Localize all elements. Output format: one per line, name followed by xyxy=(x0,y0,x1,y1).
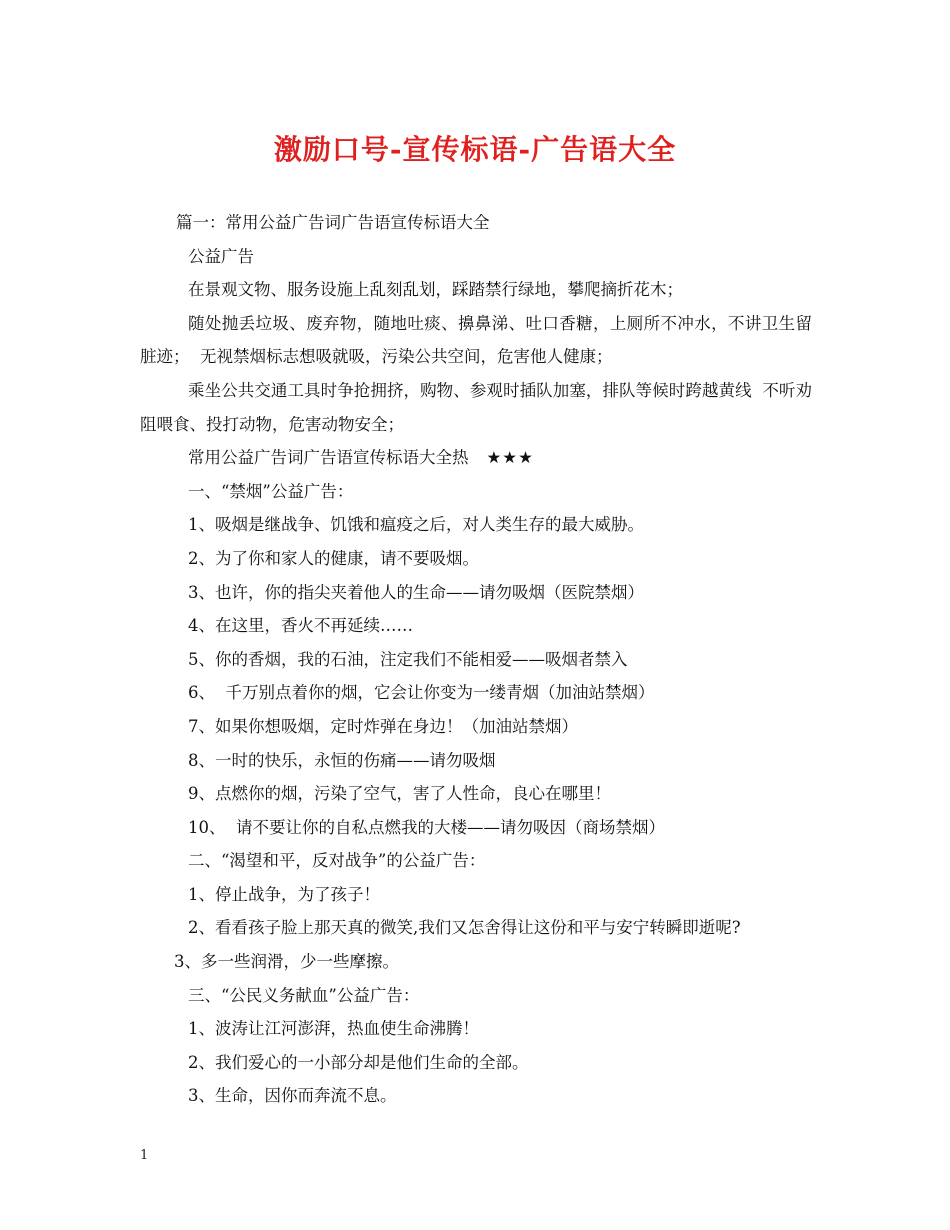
list-item: 2、看看孩子脸上那天真的微笑,我们又怎舍得让这份和平与安宁转瞬即逝呢? xyxy=(188,918,741,938)
paragraph-1: 在景观文物、服务设施上乱刻乱划，踩踏禁行绿地，攀爬摘折花木； xyxy=(188,280,683,300)
list-item: 4、在这里，香火不再延续…… xyxy=(188,616,413,636)
hot-title-line xyxy=(140,441,812,475)
star-rating-icon: ★★★ xyxy=(486,448,534,468)
hot-title: 常用公益广告词广告语宣传标语大全热 xyxy=(188,448,469,468)
peace-heading: 二、“渴望和平，反对战争”的公益广告： xyxy=(188,851,486,871)
list-item: 6、 千万别点着你的烟，它会让你变为一缕青烟（加油站禁烟） xyxy=(188,683,655,703)
list-item: 1、吸烟是继战争、饥饿和瘟疫之后，对人类生存的最大威胁。 xyxy=(188,515,644,535)
list-item: 10、 请不要让你的自私点燃我的大楼——请勿吸因（商场禁烟） xyxy=(188,817,665,837)
blood-heading: 三、“公民义务献血”公益广告： xyxy=(188,985,420,1005)
list-item: 7、如果你想吸烟，定时炸弹在身边！（加油站禁烟） xyxy=(188,716,578,736)
section-title: 篇一：常用公益广告词广告语宣传标语大全 xyxy=(176,213,490,232)
page-number: 1 xyxy=(140,1148,149,1163)
category-label: 公益广告 xyxy=(188,246,254,266)
list-item: 8、一时的快乐，永恒的伤痛——请勿吸烟 xyxy=(188,750,496,770)
list-item: 3、生命，因你而奔流不息。 xyxy=(188,1086,397,1106)
list-item: 3、也许，你的指尖夹着他人的生命——请勿吸烟（医院禁烟） xyxy=(188,582,644,602)
list-item: 1、波涛让江河澎湃，热血使生命沸腾！ xyxy=(188,1019,479,1039)
list-item: 1、停止战争，为了孩子！ xyxy=(188,884,380,904)
list-item: 2、我们爱心的一小部分却是他们生命的全部。 xyxy=(188,1052,529,1072)
list-item: 9、点燃你的烟，污染了空气，害了人性命，良心在哪里！ xyxy=(188,784,611,804)
document-title: 激励口号-宣传标语-广告语大全 xyxy=(273,133,677,166)
document-body xyxy=(140,206,812,1113)
list-item: 5、你的香烟，我的石油，注定我们不能相爱——吸烟者禁入 xyxy=(188,649,628,669)
paragraph-3: 乘坐公共交通工具时争抢拥挤，购物、参观时插队加塞，排队等候时跨越黄线 不听劝阻喂食、投打动物，危害动物安全； xyxy=(140,380,812,434)
list-item: 2、为了你和家人的健康，请不要吸烟。 xyxy=(188,548,479,568)
list-item: 3、多一些润滑，少一些摩擦。 xyxy=(174,952,399,972)
paragraph-2: 随处抛丢垃圾、废弃物，随地吐痰、擤鼻涕、吐口香糖，上厕所不冲水，不讲卫生留脏迹； 无视禁烟标志想吸就吸，污染公共空间，危害他人健康； xyxy=(140,313,812,367)
smoking-heading: 一、“禁烟”公益广告： xyxy=(188,481,354,501)
